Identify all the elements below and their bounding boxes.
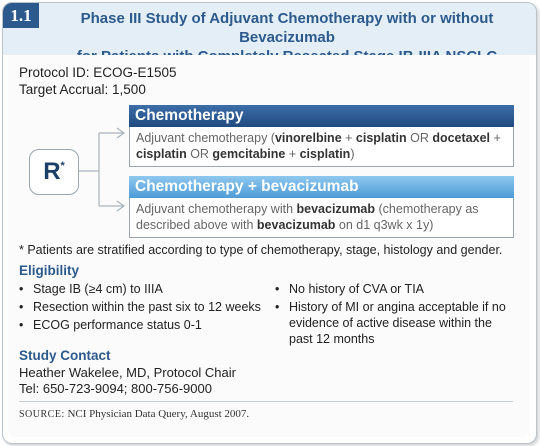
connector-trunk <box>78 133 99 206</box>
arm-1 <box>129 105 514 167</box>
target-accrual: Target Accrual: 1,500 <box>19 82 146 97</box>
eligibility-criterion: • No history of CVA or TIA <box>275 281 515 297</box>
arm-2 <box>129 176 514 238</box>
figure-frame <box>2 2 537 444</box>
description-text: (chemotherapy as described above with <box>136 202 479 232</box>
figure-number: 1.1 <box>3 3 39 28</box>
drug-name: gemcitabine <box>212 147 286 161</box>
title-line-1: Phase III Study of Adjuvant Chemotherapy with or without Bevacizumab <box>80 10 494 46</box>
drug-name: bevacizumab <box>296 202 376 216</box>
source-divider <box>19 401 513 402</box>
description-text: Adjuvant chemotherapy ( <box>136 131 275 145</box>
eligibility-criterion: • Resection within the past six to 12 weeks <box>19 299 269 315</box>
arm-1-title: Chemotherapy <box>129 105 514 127</box>
description-text: + <box>490 131 501 145</box>
contact-tel: Tel: 650-723-9094; 800-756-9000 <box>19 381 212 396</box>
drug-name: vinorelbine <box>274 131 342 145</box>
eligibility-criterion: • ECOG performance status 0-1 <box>19 317 269 333</box>
eligibility-criterion: • Stage IB (≥4 cm) to IIIA <box>19 281 269 297</box>
source-note <box>19 408 249 420</box>
description-text: + <box>341 131 356 145</box>
description-text: OR <box>406 131 433 145</box>
drug-name: cisplatin <box>136 147 187 161</box>
drug-name: docetaxel <box>432 131 490 145</box>
eligibility-list-right <box>275 281 515 349</box>
randomization-mark: * <box>60 160 65 172</box>
protocol-id: Protocol ID: ECOG-E1505 <box>19 65 177 80</box>
arm-1-description <box>129 127 514 167</box>
eligibility-heading: Eligibility <box>19 263 80 278</box>
eligibility-criterion: • History of MI or angina acceptable if no evidence of active disease within the past 12 months <box>275 299 515 347</box>
contact-name: Heather Wakelee, MD, Protocol Chair <box>19 365 236 380</box>
source-label: SOURCE: <box>19 409 65 420</box>
randomization-box <box>29 149 79 195</box>
description-text: ) <box>350 147 355 161</box>
drug-name: bevacizumab <box>256 218 336 232</box>
stratification-footnote: * Patients are stratified according to type of chemotherapy, stage, histology and gender. <box>19 243 503 257</box>
description-text: Adjuvant chemotherapy with <box>136 202 297 216</box>
source-text: NCI Physician Data Query, August 2007. <box>67 408 250 420</box>
randomization-label: R <box>43 158 61 185</box>
description-text: on d1 q3wk x 1y) <box>335 218 434 232</box>
description-text: OR <box>186 147 213 161</box>
study-contact-heading: Study Contact <box>19 348 111 363</box>
eligibility-list-left <box>19 281 269 335</box>
arm-2-description <box>129 198 514 238</box>
description-text: + <box>285 147 300 161</box>
drug-name: cisplatin <box>355 131 407 145</box>
drug-name: cisplatin <box>299 147 351 161</box>
arm-2-title: Chemotherapy + bevacizumab <box>129 176 514 198</box>
